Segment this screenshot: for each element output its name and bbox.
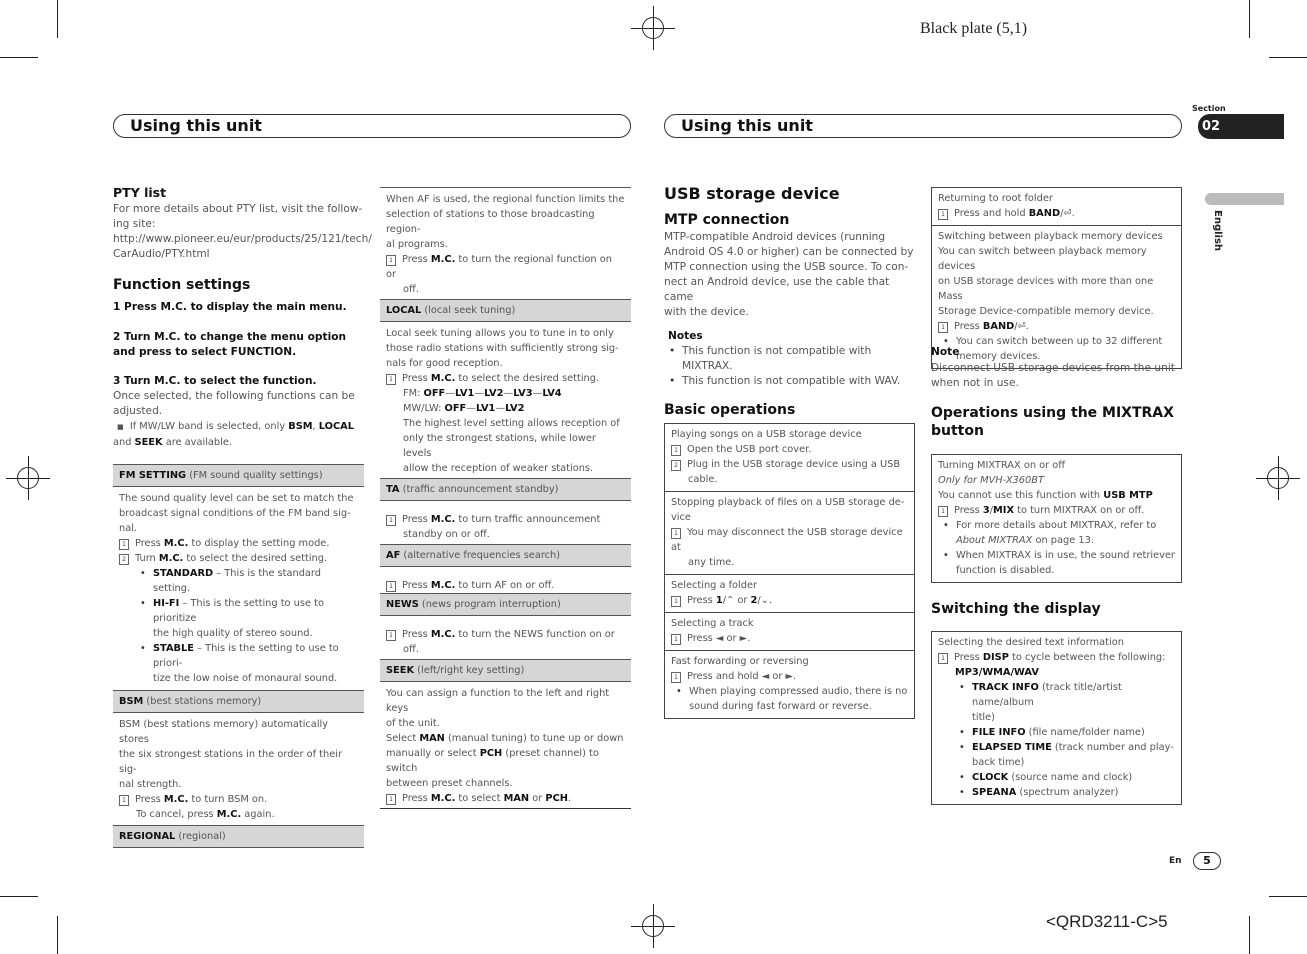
step-3: 3 Turn M.C. to select the function. — [113, 375, 317, 387]
pty-title: PTY list — [113, 185, 167, 200]
crop-mark — [1249, 916, 1250, 954]
column-1 — [113, 184, 372, 848]
fm-setting-body: The sound quality level can be set to match the broadcast signal conditions of the FM band sig- nal. 1 Press M.C. to display the setting mode. 2 Turn M.C. to select the desired setting. • STANDARD – This is the standard setting. • HI-FI – This is the setting to use to prioritize the high quality of stereo sound. • STABLE – This is the setting to use to priori- tize the low noise of monaural sound. — [113, 487, 364, 686]
header-title-left: Using this unit — [130, 116, 262, 135]
registration-mark — [1267, 467, 1289, 489]
local-header: LOCAL (local seek tuning) — [380, 299, 631, 322]
notes-list: • This function is not compatible with MIXTRAX. • This function is not compatible with WAV. — [664, 344, 915, 389]
bsm-body: BSM (best stations memory) automatically stores the six strongest stations in the order of their sig- nal strength. 1 Press M.C. to turn BSM on. To cancel, press M.C. again. — [119, 719, 342, 820]
crop-mark — [1269, 896, 1307, 897]
after-text-1: Once selected, the following functions can be — [113, 390, 355, 402]
header-title-right: Using this unit — [681, 116, 813, 135]
pty-url-2[interactable]: CarAudio/PTY.html — [113, 248, 210, 260]
bsm-header: BSM (best stations memory) — [113, 690, 364, 713]
af-header: AF (alternative frequencies search) — [380, 544, 631, 567]
crop-mark — [0, 896, 38, 897]
language-tab — [1205, 193, 1284, 205]
registration-mark — [642, 915, 664, 937]
root-folder-table — [931, 187, 1182, 369]
cell-fast-forward: Fast forwarding or reversing 1 Press and hold ◄ or ►. • When playing compressed audio, there is no sound during fast forward or reverse. — [665, 651, 914, 718]
after-text-2: adjusted. — [113, 405, 163, 417]
page-header-right — [664, 114, 1182, 138]
section-number-tab: 02 — [1198, 114, 1284, 139]
cell-root-folder: Returning to root folder 1 Press and hold BAND/⏎. — [932, 188, 1181, 226]
cell-display: Selecting the desired text information 1 Press DISP to cycle between the following: MP3/WMA/WAV • TRACK INFO (track title/artist name/album title) • FILE INFO (file name/folder name) • ELAPSED TIME (track number and play- back time) • CLOCK (source name and clock) • SPEANA (spectrum analyzer) — [932, 632, 1181, 804]
section-label: Section — [1192, 104, 1226, 113]
switching-display-title: Switching the display — [931, 601, 1101, 617]
regional-body: When AF is used, the regional function limits the selection of stations to those broadcasting region- al programs. 1 Press M.C. to turn the regional function on or off. — [386, 194, 625, 295]
seek-body: You can assign a function to the left and right keys of the unit. Select MAN (manual tuning) to tune up or down manually or select PCH (preset channel) to switch between preset channels. 1 Press M.C. to select MAN or PCH. — [380, 682, 631, 809]
mtp-text: MTP-compatible Android devices (running Android OS 4.0 or higher) can be connected by MTP connection using the USB source. To con- nect an Android device, use the cable that came with the device. — [664, 231, 914, 318]
cell-mixtrax: Turning MIXTRAX on or off Only for MVH-X360BT You cannot use this function with USB MTP 1 Press 3/MIX to turn MIXTRAX on or off. • For more details about MIXTRAX, refer to About MIXTRAX on page 13. • When MIXTRAX is in use, the sound retriever function is disabled. — [932, 455, 1181, 582]
notes-title: Notes — [668, 330, 703, 342]
page-header-left — [113, 114, 631, 138]
cell-folder: Selecting a folder 1 Press 1/⌃ or 2/⌄. — [665, 575, 914, 613]
step-1: 1 Press M.C. to display the main menu. — [113, 301, 347, 313]
mixtrax-table — [931, 454, 1182, 583]
plate-label: Black plate (5,1) — [920, 20, 1028, 37]
mwlw-note-2: and SEEK are available. — [113, 437, 232, 448]
column-2 — [380, 187, 631, 809]
footer-code: <QRD3211-C>5 — [1046, 912, 1168, 931]
pty-text: For more details about PTY list, visit the follow-ing site: — [113, 203, 363, 230]
cell-playing: Playing songs on a USB storage device 1 Open the USB port cover. 2 Plug in the USB storage device using a USB cable. — [665, 424, 914, 492]
note-text: Disconnect USB storage devices from the unit when not in use. — [931, 362, 1175, 389]
ta-body: 1 Press M.C. to turn traffic announcement standby on or off. — [380, 501, 631, 542]
usb-title: USB storage device — [664, 184, 840, 203]
local-body: Local seek tuning allows you to tune in to only those radio stations with sufficiently strong sig- nals for good reception. 1 Press M.C. to select the desired setting. FM: OFF—LV1—LV2—LV3—LV4 MW/LW: OFF—LV1—LV2 The highest level setting allows reception of only the strongest stations, while lower levels allow the reception of weaker stations. — [386, 328, 620, 474]
registration-mark — [642, 17, 664, 39]
step-2a: 2 Turn M.C. to change the menu option — [113, 331, 347, 343]
pty-url-1[interactable]: http://www.pioneer.eu/eur/products/25/121/tech/ — [113, 233, 372, 245]
step-2b: and press to select FUNCTION. — [113, 346, 297, 358]
crop-mark — [57, 0, 58, 38]
mtp-title: MTP connection — [664, 212, 790, 228]
seek-header: SEEK (left/right key setting) — [380, 659, 631, 682]
af-body: 1 Press M.C. to turn AF on or off. — [380, 567, 631, 593]
page-number: 5 — [1193, 852, 1221, 870]
cell-switch-memory: Switching between playback memory devices You can switch between playback memory devices on USB storage devices with more than one Mass Storage Device-compatible memory device. 1 Press BAND/⏎. • You can switch between up to 32 different memory devices. — [932, 226, 1181, 368]
function-settings-title: Function settings — [113, 277, 251, 293]
crop-mark — [1249, 0, 1250, 38]
basic-operations-title: Basic operations — [664, 402, 796, 418]
ta-header: TA (traffic announcement standby) — [380, 478, 631, 501]
cell-stopping: Stopping playback of files on a USB storage de- vice 1 You may disconnect the USB storage device at any time. — [665, 492, 914, 575]
news-header: NEWS (news program interruption) — [380, 593, 631, 616]
registration-mark — [17, 467, 39, 489]
regional-header: REGIONAL (regional) — [113, 825, 364, 848]
crop-mark — [1269, 57, 1307, 58]
display-table — [931, 631, 1182, 805]
note-title: Note — [931, 346, 960, 358]
crop-mark — [0, 57, 38, 58]
mixtrax-title: Operations using the MIXTRAX button — [931, 405, 1174, 439]
column-3 — [664, 184, 915, 419]
cell-track: Selecting a track 1 Press ◄ or ►. — [665, 613, 914, 651]
mwlw-note: ■ If MW/LW band is selected, only BSM, LOCAL — [117, 421, 355, 432]
news-body: 1 Press M.C. to turn the NEWS function on or off. — [380, 616, 631, 657]
page-lang: En — [1169, 856, 1182, 866]
column-4-text — [931, 345, 1182, 440]
crop-mark — [57, 916, 58, 954]
fm-setting-header: FM SETTING (FM sound quality settings) — [113, 464, 364, 487]
basic-operations-table — [664, 423, 915, 719]
language-label: English — [1212, 210, 1223, 252]
